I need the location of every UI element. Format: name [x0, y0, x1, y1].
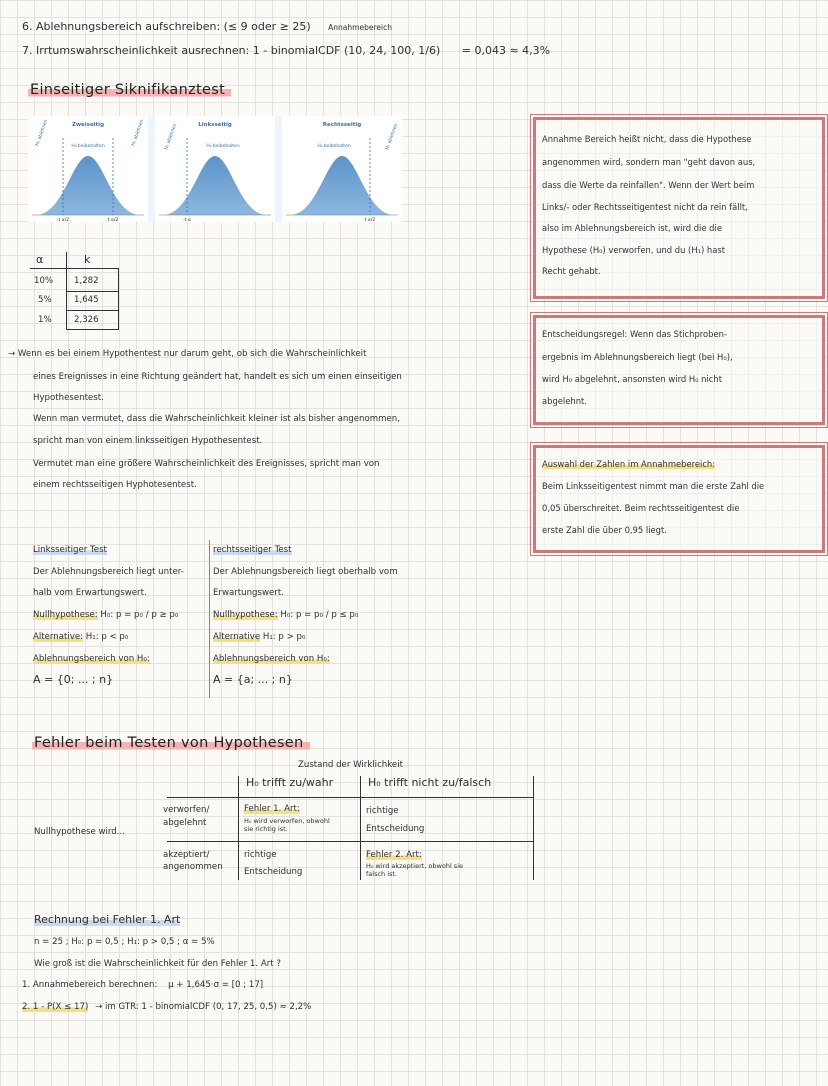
calc-step1-label: 1. Annahmebereich berechnen:: [22, 980, 158, 990]
step-7: [22, 44, 550, 57]
note-line: angenommen wird, sondern man "geht davon aus,: [542, 157, 756, 167]
note-line: wird H₀ abgelehnt, ansonsten wird H₀ nicht: [542, 374, 722, 384]
diagram-title: Zweiseitig: [71, 122, 105, 128]
note-box-annahmebereich: [533, 117, 825, 299]
table-border: [118, 268, 119, 330]
right-test: [213, 545, 398, 686]
note-line: 0,05 überschreitet. Beim rechtsseitigentest die: [542, 503, 740, 513]
calc-step2-label: 2. 1 - P(X ≤ 17): [22, 1002, 89, 1012]
diagram-mid-label: H₀ beibehalten: [71, 144, 105, 149]
error-correct-decision: richtige: [244, 850, 277, 860]
tick-right: t α/2: [107, 218, 119, 222]
intro-line: einem rechtsseitigen Hyphotesentest.: [33, 480, 197, 490]
left-alt-label: Alternative:: [33, 632, 84, 642]
tick-right: t α/2: [364, 218, 376, 222]
intro-line: → Wenn es bei einem Hypothentest nur darum geht, ob sich die Wahrscheinlichkeit: [8, 349, 367, 359]
step-6: [22, 20, 392, 33]
table-cell-k: 2,326: [74, 315, 99, 325]
tick-left: -t α: [183, 218, 191, 222]
note-line: Links/- oder Rechtsseitigentest nicht da rein fällt,: [542, 202, 748, 212]
right-alt-label: Alternative: [213, 632, 261, 642]
right-test-title: rechtsseitiger Test: [213, 545, 292, 555]
right-test-line: Erwartungswert.: [213, 588, 284, 598]
left-null-value: H₀: p = p₀ / p ≥ p₀: [100, 610, 179, 620]
intro-line: Vermutet man eine größere Wahrscheinlichkeit des Ereignisses, spricht man von: [33, 459, 380, 469]
error-correct-decision: richtige: [366, 806, 399, 816]
note-line: Recht gehabt.: [542, 266, 601, 276]
error-row2-label: angenommen: [163, 862, 223, 872]
error-row2-label: akzeptiert/: [163, 850, 210, 860]
calc-question: Wie groß ist die Wahrscheinlichkeit für den Fehler 1. Art ?: [34, 959, 281, 969]
diagram-title: Linksseitig: [198, 122, 232, 128]
intro-line: eines Ereignisses in eine Richtung geändert hat, handelt es sich um einen einseitigen: [33, 372, 402, 382]
note-box-entscheidungsregel: [533, 315, 825, 425]
left-test-line: halb vom Erwartungswert.: [33, 588, 147, 598]
table-cell-alpha: 5%: [38, 295, 52, 305]
distribution-diagrams-svg: [28, 116, 402, 222]
error-table-rule: [167, 797, 533, 798]
diagram-left-label: H₀ ablehnen: [35, 119, 50, 147]
note-line: Beim Linksseitigentest nimmt man die erste Zahl die: [542, 481, 765, 491]
left-null-label: Nullhypothese:: [33, 610, 98, 620]
error-correct-decision: Entscheidung: [366, 824, 425, 834]
left-test: [33, 545, 184, 686]
calc-step2-value: → im GTR: 1 - binomialCDF (0, 17, 25, 0,5) ≈ 2,2%: [95, 1002, 312, 1012]
intro-line: Wenn man vermutet, dass die Wahrscheinlichkeit kleiner ist als bisher angenommen,: [33, 414, 400, 424]
error-table-divider: [360, 776, 361, 880]
tick-left: -t α/2: [56, 218, 70, 222]
error-type2-text: H₀ wird akzeptiert, obwohl sie: [366, 862, 464, 870]
step-7-result: = 0,043 ≈ 4,3%: [461, 44, 551, 57]
note-line: Annahme Bereich heißt nicht, dass die Hypothese: [542, 134, 752, 144]
intro-line: Hypothesentest.: [33, 393, 104, 403]
section-title-einseitiger-test: Einseitiger Siknifikanztest: [28, 82, 231, 98]
table-rule: [66, 329, 118, 330]
right-region-label: Ablehnungsbereich von H₀:: [213, 654, 330, 664]
note-box-auswahl: [533, 445, 825, 553]
left-region-label: Ablehnungsbereich von H₀:: [33, 654, 150, 664]
table-cell-k: 1,282: [74, 276, 99, 286]
error-type2-title: Fehler 2. Art:: [366, 850, 422, 860]
error-table-row-side: Nullhypothese wird...: [34, 827, 125, 837]
table-rule: [66, 310, 118, 311]
left-test-title: Linksseitiger Test: [33, 545, 107, 555]
right-alt-value: H₁: p > p₀: [262, 632, 306, 642]
note-line: ergebnis im Ablehnungsbereich liegt (bei H₀),: [542, 352, 733, 362]
calc-title: Rechnung bei Fehler 1. Art: [34, 913, 181, 926]
diagram-mid-label: H₀ beibehalten: [317, 144, 351, 149]
error-table-border: [533, 776, 534, 880]
error-table-col2: H₀ trifft nicht zu/falsch: [368, 776, 492, 789]
error-type1-text: H₀ wird verworfen, obwohl: [244, 817, 330, 825]
distribution-diagrams: [28, 116, 402, 222]
step-6-note: Annahmebereich: [328, 23, 392, 32]
table-rule: [66, 291, 118, 292]
note-line: Hypothese (H₀) verworfen, und du (H₁) hast: [542, 245, 725, 255]
error-table-col1: H₀ trifft zu/wahr: [246, 776, 334, 789]
section-title-fehler: Fehler beim Testen von Hypothesen: [32, 735, 310, 751]
diagram-title: Rechtsseitig: [322, 122, 362, 128]
calc-step1-value: μ + 1,645·σ = [0 ; 17]: [168, 980, 264, 990]
right-region-value: A = {a; ... ; n}: [213, 673, 293, 686]
error-table-divider: [238, 776, 239, 880]
diagram-right-label: H₀ ablehnen: [385, 123, 400, 151]
left-test-line: Der Ablehnungsbereich liegt unter-: [33, 567, 184, 577]
table-cell-alpha: 10%: [34, 276, 54, 286]
diagram-left-label: H₀ ablehnen: [164, 123, 179, 151]
note-line: erste Zahl die über 0,95 liegt.: [542, 525, 667, 535]
test-column-divider: [209, 540, 210, 698]
right-null-value: H₀: p = p₀ / p ≤ p₀: [280, 610, 359, 620]
right-test-line: Der Ablehnungsbereich liegt oberhalb vom: [213, 567, 398, 577]
diagram-mid-label: H₀ beibehalten: [206, 144, 240, 149]
error-type1-text: sie richtig ist.: [244, 825, 288, 833]
step-6-text: 6. Ablehnungsbereich aufschreiben: (≤ 9 oder ≥ 25): [22, 20, 311, 33]
table-rule: [30, 268, 118, 269]
calc-given: n = 25 ; H₀: p = 0,5 ; H₁: p > 0,5 ; α = 5%: [34, 937, 215, 947]
table-header-alpha: α: [36, 253, 44, 266]
alpha-k-table: [30, 252, 120, 330]
error-table-rule: [167, 841, 533, 842]
table-header-k: k: [84, 253, 91, 266]
note-line: also im Ablehnungsbereich ist, wird die die: [542, 223, 722, 233]
table-cell-k: 1,645: [74, 295, 99, 305]
error-row1-label: abgelehnt: [163, 818, 207, 828]
error-type2-text: falsch ist.: [366, 870, 398, 878]
intro-line: spricht man von einem linksseitigen Hypothesentest.: [33, 436, 263, 446]
note-line: abgelehnt.: [542, 396, 587, 406]
note-line: Entscheidungsregel: Wenn das Stichproben-: [542, 329, 727, 339]
diagram-linksseitig: [155, 116, 275, 222]
error-correct-decision: Entscheidung: [244, 867, 303, 877]
error-type1-title: Fehler 1. Art:: [244, 804, 300, 814]
error-table-top-header: Zustand der Wirklichkeit: [298, 760, 403, 770]
note-line: dass die Werte da reinfallen". Wenn der Wert beim: [542, 180, 755, 190]
left-region-value: A = {0; ... ; n}: [33, 673, 114, 686]
diagram-right-label: H₀ ablehnen: [131, 119, 146, 147]
error-row1-label: verworfen/: [163, 805, 210, 815]
table-cell-alpha: 1%: [38, 315, 52, 325]
left-alt-value: H₁: p < p₀: [85, 632, 129, 642]
step-7-text: 7. Irrtumswahrscheinlichkeit ausrechnen: 1 - binomialCDF (10, 24, 100, 1/6): [22, 44, 441, 57]
diagram-rechtsseitig: [282, 116, 402, 222]
right-null-label: Nullhypothese:: [213, 610, 278, 620]
diagram-zweiseitig: [28, 116, 148, 222]
note-title: Auswahl der Zahlen im Annahmebereich:: [542, 459, 716, 469]
